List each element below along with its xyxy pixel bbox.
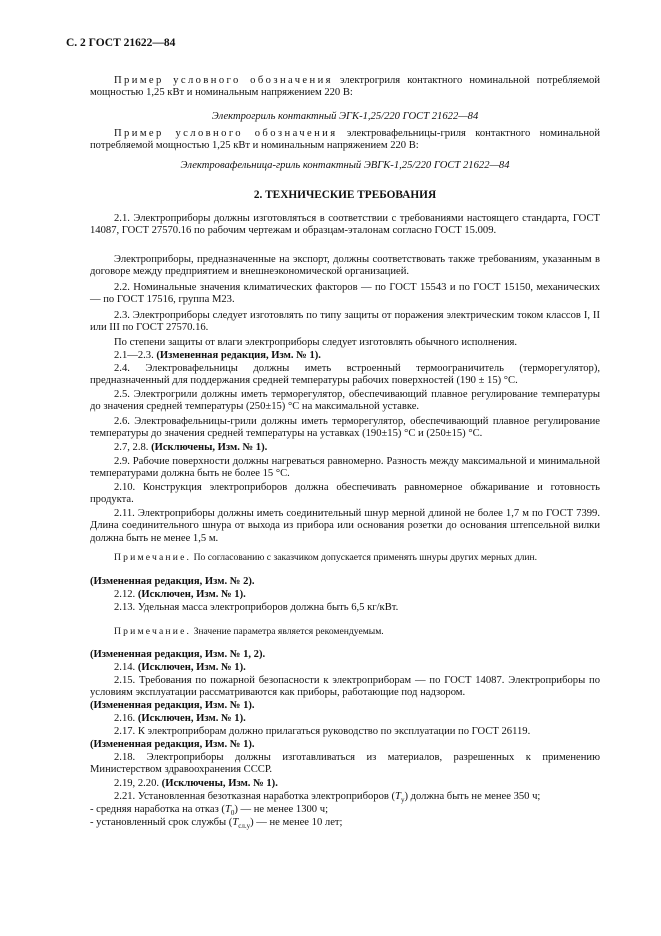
para-2-18: 2.18. Электроприборы должны изготавливаться из материалов, разрешенных к применению Министерством здравоохранения СССР.: [90, 752, 600, 776]
example-2-label: Пример условного обозначения: [114, 128, 338, 139]
mtbf-line: - средняя наработка на отказ $(T_0)$ — не менее 1300 ч;: [90, 804, 329, 818]
para-2-19-2-20: 2.19, 2.20. (Исключены, Изм. № 1).: [114, 778, 278, 789]
para-2-10: 2.10. Конструкция электроприборов должна обеспечивать равномерное обжаривание и готовность продукта.: [90, 482, 600, 506]
amend-1-2: (Измененная редакция, Изм. № 1, 2).: [90, 649, 266, 660]
para-2-2: 2.2. Номинальные значения климатических факторов — по ГОСТ 15543 и по ГОСТ 15150, механических — по ГОСТ 17516, группа М23.: [90, 282, 600, 306]
page-header: С. 2 ГОСТ 21622—84: [66, 37, 176, 49]
example-1-designation: Электрогриль контактный ЭГК-1,25/220 ГОСТ 21622—84: [211, 111, 479, 122]
para-2-14: 2.14. (Исключен, Изм. № 1).: [114, 662, 246, 673]
para-2-4: 2.4. Электровафельницы должны иметь встроенный термоограничитель (терморегулятор), предназначенный для поддержания средней температуры рабочих поверхностей (190 ± 15) °С.: [90, 363, 600, 387]
para-export: Электроприборы, предназначенные на экспорт, должны соответствовать также требованиям, указанным в договоре между предприятием и внешнеэкономической организацией.: [90, 254, 600, 278]
amend-2: (Измененная редакция, Изм. № 2).: [90, 576, 255, 587]
para-2-7-2-8: 2.7, 2.8. (Исключены, Изм. № 1).: [114, 442, 268, 453]
para-2-5: 2.5. Электрогрили должны иметь терморегулятор, обеспечивающий плавное регулирование температуры до значения средней температуры (250±15) °С на максимальной уставке.: [90, 389, 600, 413]
example-1-text: электрогриля контактного номинальной потребляемой мощностью 1,25 кВт и номинальным напряжением 220 В:: [90, 75, 600, 99]
section-title: 2. ТЕХНИЧЕСКИЕ ТРЕБОВАНИЯ: [253, 189, 437, 201]
para-2-17: 2.17. К электроприборам должно прилагаться руководство по эксплуатации по ГОСТ 26119.: [114, 726, 531, 737]
para-2-13: 2.13. Удельная масса электроприборов должна быть 6,5 кг/кВт.: [114, 602, 399, 613]
para-2-1-2-3: 2.1—2.3. (Измененная редакция, Изм. № 1).: [114, 350, 321, 361]
example-2: [90, 128, 600, 153]
para-2-1: 2.1. Электроприборы должны изготовляться в соответствии с требованиями настоящего стандарта, ГОСТ 14087, ГОСТ 27570.16 по рабочим чертежам и образцам-эталонам согласно ГОСТ 15.009.: [90, 213, 600, 237]
note-2: Примечание. Значение параметра является рекомендуемым.: [114, 626, 384, 637]
para-2-11: 2.11. Электроприборы должны иметь соединительный шнур мерной длиной не более 1,7 м по ГОСТ 7399. Длина соединительного шнура от выхода из прибора или основания розетки до основания штепсельной вилки должна быть не менее 1,5 м.: [90, 508, 600, 544]
example-2-text: электровафельницы-гриля контактного номинальной потребляемой мощностью 1,25 кВт и номинальным напряжением 220 В:: [90, 128, 600, 152]
para-2-9: 2.9. Рабочие поверхности должны нагреваться равномерно. Разность между максимальной и минимальной температурами должна быть не более 15 °С.: [90, 456, 600, 480]
para-2-21: 2.21. Установленная безотказная наработка электроприборов $(T_у)$ должна быть не менее 350 ч;: [114, 791, 541, 805]
para-2-6: 2.6. Электровафельницы-грили должны иметь терморегулятор, обеспечивающий плавное регулирование температуры до значения средней температуры на уставках (190±15) °С и (250±15) °С.: [90, 416, 600, 440]
example-1-label: Пример условного обозначения: [114, 75, 333, 86]
para-2-16: 2.16. (Исключен, Изм. № 1).: [114, 713, 246, 724]
example-2-designation: Электровафельница-гриль контактный ЭВГК-1,25/220 ГОСТ 21622—84: [180, 160, 510, 171]
example-1: [90, 75, 600, 100]
amend-1b: (Измененная редакция, Изм. № 1).: [90, 739, 255, 750]
note-1: Примечание. По согласованию с заказчиком допускается применять шнуры других мерных длин.: [114, 552, 538, 563]
para-moisture: По степени защиты от влаги электроприборы следует изготовлять обычного исполнения.: [114, 337, 518, 348]
amend-1a: (Измененная редакция, Изм. № 1).: [90, 700, 255, 711]
service-life-line: - установленный срок службы $(T_{сл.у})$ — не менее 10 лет;: [90, 817, 343, 831]
para-2-15: 2.15. Требования по пожарной безопасности к электроприборам — по ГОСТ 14087. Электроприборы по условиям эксплуатации рассматриваются как приборы, работающие под надзором.: [90, 675, 600, 699]
para-2-12: 2.12. (Исключен, Изм. № 1).: [114, 589, 246, 600]
para-2-3: 2.3. Электроприборы следует изготовлять по типу защиты от поражения электрическим током классов I, II или III по ГОСТ 27570.16.: [90, 310, 600, 334]
